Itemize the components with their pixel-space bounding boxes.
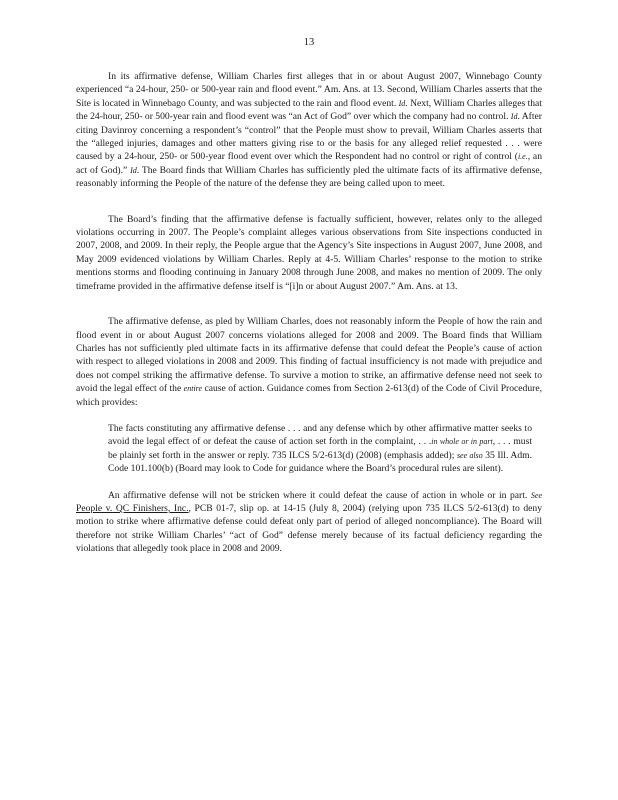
abbrev-ie: i.e. [517, 152, 528, 162]
paragraph-insufficiency: The affirmative defense, as pled by William Charles, does not reasonably inform the People of how the rain and flood event in or about August 2007 concerns violations alleged for 2008 and 2009. The Board finds that William Charles has not sufficiently pled ultimate facts in its affirmative defense that could defeat the People’s cause of action with respect to alleged violations in 2008 and 2009. This finding of factual insufficiency is not made with prejudice and does not compel striking the affirmative defense. To survive a motion to strike, an affirmative defense need not seek to avoid the legal effect of the entire cause of action. Guidance comes from Section 2-613(d) of the Code of Civil Procedure, which provides: [76, 316, 542, 408]
emphasis-in-whole-or-in-part: in whole or in part [431, 437, 493, 447]
paragraph-affirmative-defense: In its affirmative defense, William Charles first alleges that in or about August 2007, Winnebago County experienced “a 24-hour, 250- or 500-year rain and flood event.” Am. Ans. at 13. Second, William Charles asserts that the Site is located in Winnebago County, and was subjected to the rain and flood event. Id. Next, William Charles alleges that the 24-hour, 250- or 500-year rain and flood event was “an Act of God” over which the company had no control. Id. After citing Davinroy concerning a respondent’s “control” that the People must show to prevail, William Charles asserts that the “alleged injuries, damages and other matters giving rise to or the basis for any alleged relief requested . . . were caused by a 24-hour, 250- or 500-year flood event over which the Respondent had no control or right of control (i.e., an act of God).” Id. The Board finds that William Charles has sufficiently pled the ultimate facts of its affirmative defense, reasonably informing the People of the nature of the defense they are being called upon to meet. [76, 71, 542, 190]
block-quote-code: The facts constituting any affirmative defense . . . and any defense which by other affirmative matter seeks to avoid the legal effect of or defeat the cause of action set forth in the complaint, . . .in whole or in part, . . . must be plainly set forth in the answer or reply. 735 ILCS 5/2-613(d) (2008) (emphasis added); see also 35 Ill. Adm. Code 101.100(b) (Board may look to Code for guidance where the Board’s procedural rules are silent). [108, 422, 532, 475]
citation-id: Id [510, 112, 518, 122]
paragraph-factual-sufficiency: The Board’s finding that the affirmative defense is factually sufficient, however, relates only to the alleged violations occurring in 2007. The People’s complaint alleges various observations from Site inspections conducted in 2007, 2008, and 2009. In their reply, the People argue that the Agency’s Site inspections in August 2007, June 2008, and May 2009 evidenced violations by William Charles. Reply at 4-5. William Charles’ response to the motion to strike mentions storms and flooding continuing in January 2008 through June 2008, and makes no mention of 2009. The only timeframe provided in the affirmative defense itself is “[i]n or about August 2007.” Am. Ans. at 13. [76, 213, 542, 292]
citation-id: Id [130, 165, 137, 175]
case-name: People v. QC Finishers, Inc. [76, 502, 189, 514]
signal-see: See [530, 490, 542, 500]
paragraph-conclusion: An affirmative defense will not be stricken where it could defeat the cause of action in whole or in part. See People v. QC Finishers, Inc., PCB 01-7, slip op. at 14-15 (July 8, 2004) (relying upon 735 ILCS 5/2-613(d) to deny motion to strike where affirmative defense could defeat only part of period of alleged noncompliance). The Board will therefore not strike William Charles’ “act of God” defense merely because of its factual deficiency regarding the violations that allegedly took place in 2008 and 2009. [76, 489, 542, 555]
signal-see-also: see also [456, 450, 483, 460]
document-body [76, 70, 542, 569]
citation-id: Id [398, 98, 406, 108]
page-number: 13 [303, 37, 315, 48]
emphasis-entire: entire [183, 384, 203, 394]
